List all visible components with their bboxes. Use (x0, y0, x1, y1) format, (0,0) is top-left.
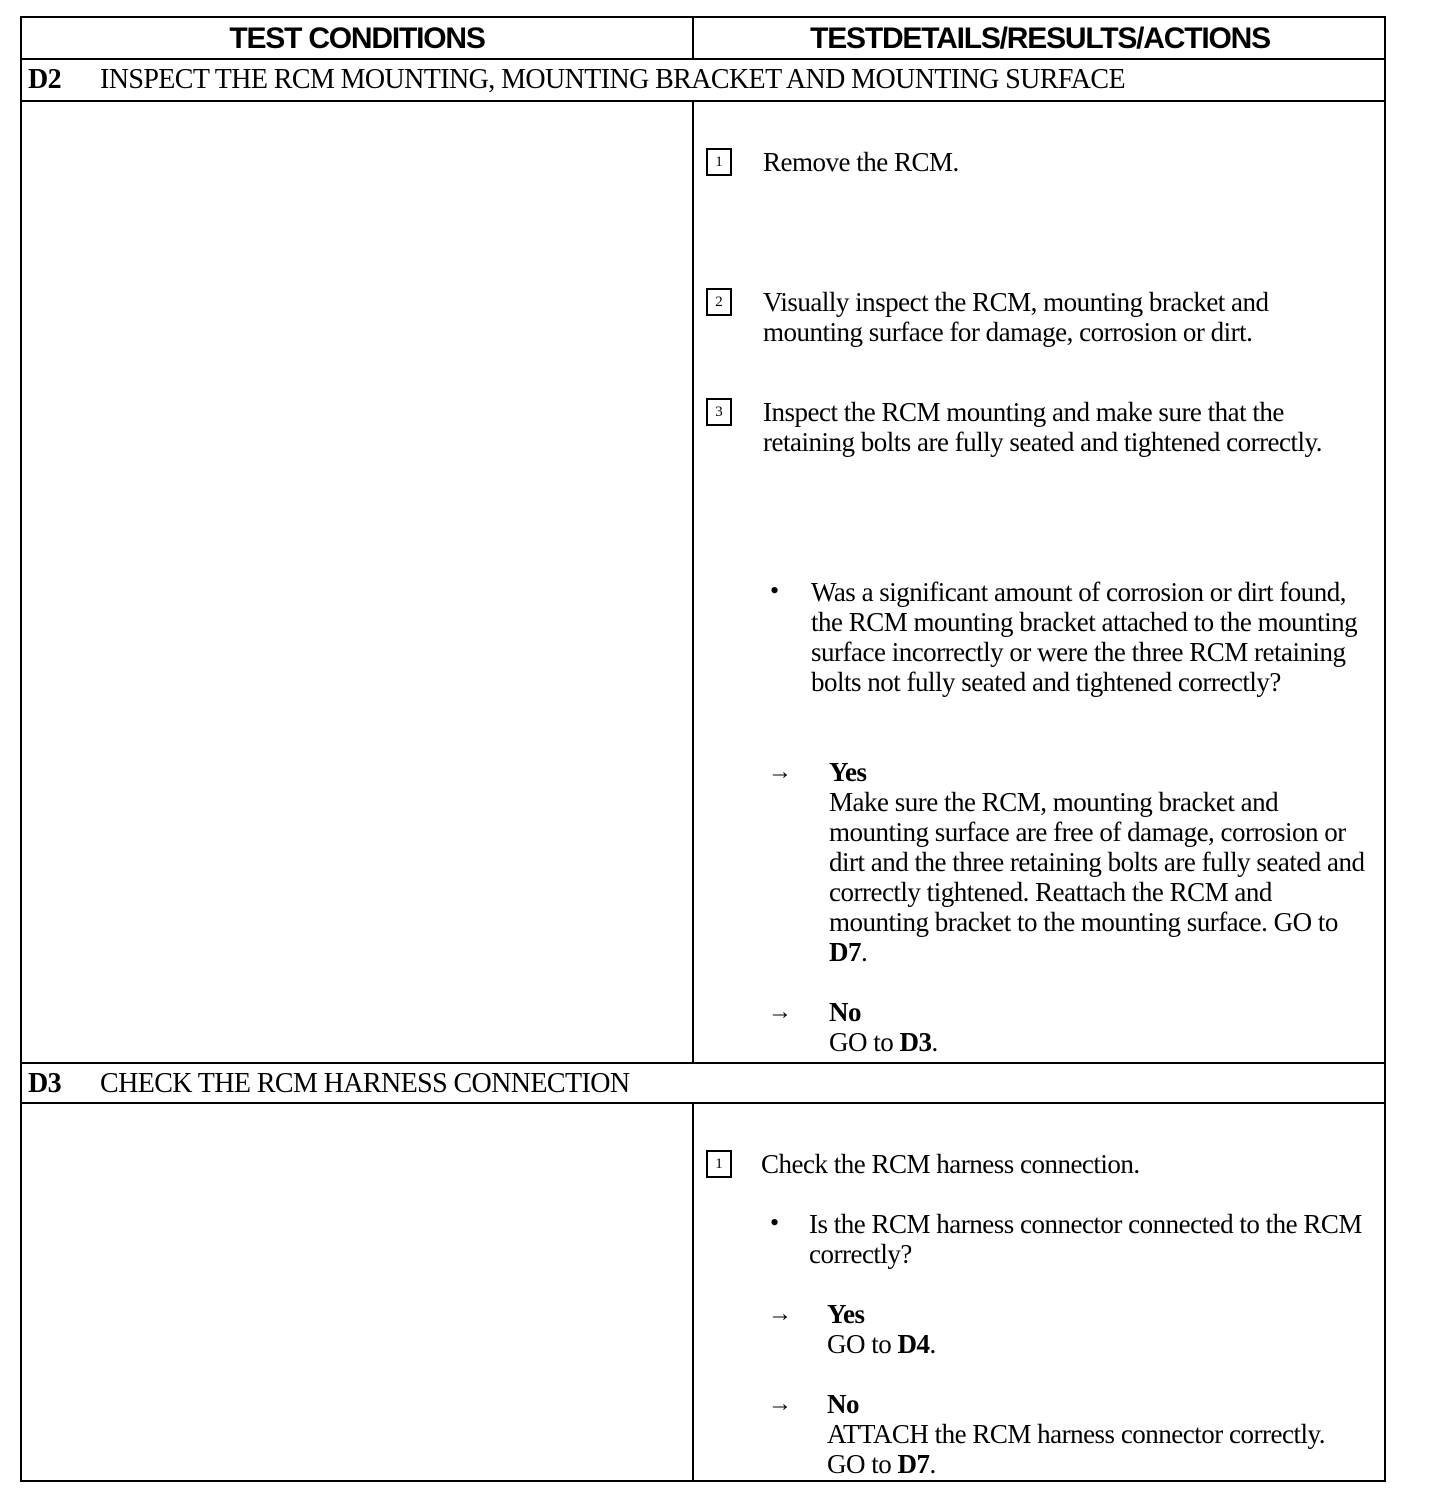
d3-question-text: Is the RCM harness connector connected to the RCM correctly? (809, 1209, 1362, 1269)
d2-no-text: GO to D3. (829, 1027, 938, 1057)
step-d3-title-row (22, 1062, 1384, 1104)
d3-no-target: D7 (897, 1449, 930, 1479)
d2-step-2-number: 2 (706, 288, 732, 316)
step-d3-body (22, 1104, 1384, 1480)
d2-no-arrow: → (768, 999, 792, 1025)
column-divider (692, 1104, 694, 1480)
diagnostic-table (20, 16, 1386, 1482)
d3-no-label: No (827, 1389, 859, 1419)
d3-yes-arrow: → (768, 1301, 792, 1327)
column-divider (692, 102, 694, 1064)
header-test-details: TESTDETAILS/RESULTS/ACTIONS (694, 18, 1386, 60)
d2-step-2-text: Visually inspect the RCM, mounting bracket and mounting surface for damage, corrosion or dirt. (763, 287, 1269, 347)
d2-yes-target: D7 (829, 937, 861, 967)
d3-yes-target: D4 (897, 1329, 930, 1359)
d2-question-text: Was a significant amount of corrosion or dirt found, the RCM mounting bracket attached to the mounting surface incorrectly or were the three RCM retaining bolts not fully seated and tightened correctly? (811, 577, 1358, 697)
d3-no-arrow: → (768, 1391, 792, 1417)
d2-no-label: No (829, 997, 861, 1027)
step-d3-id: D3 (28, 1068, 62, 1099)
d2-step-3-number: 3 (706, 398, 732, 426)
step-d2-body (22, 102, 1384, 1064)
step-d2-id: D2 (28, 64, 62, 95)
d2-no-target: D3 (899, 1027, 932, 1057)
d2-yes-label: Yes (829, 757, 867, 787)
d2-yes-arrow: → (768, 759, 792, 785)
d2-question-bullet: • (770, 576, 780, 605)
d3-step-1-text: Check the RCM harness connection. (761, 1149, 1140, 1179)
d2-step-1-text: Remove the RCM. (763, 147, 959, 177)
d2-yes-text: Make sure the RCM, mounting bracket and mounting surface are free of damage, corrosion or dirt and the three retaining bolts are fully seated and correctly tightened. Reattach the RCM and mounting bracket to the mounting surface. GO to D7. (829, 787, 1365, 967)
header-test-conditions: TEST CONDITIONS (22, 18, 694, 60)
step-d2-title: INSPECT THE RCM MOUNTING, MOUNTING BRACKET AND MOUNTING SURFACE (100, 64, 1125, 95)
d3-question-bullet: • (770, 1208, 780, 1237)
d2-step-3-text: Inspect the RCM mounting and make sure that the retaining bolts are fully seated and tightened correctly. (763, 397, 1323, 457)
step-d3-title: CHECK THE RCM HARNESS CONNECTION (100, 1068, 630, 1099)
step-d2-title-row (22, 60, 1384, 102)
d3-yes-label: Yes (827, 1299, 865, 1329)
d3-step-1-number: 1 (706, 1150, 732, 1178)
d3-yes-text: GO to D4. (827, 1329, 936, 1359)
d2-step-1-number: 1 (706, 148, 732, 176)
d3-no-text: ATTACH the RCM harness connector correctly. GO to D7. (827, 1419, 1325, 1479)
